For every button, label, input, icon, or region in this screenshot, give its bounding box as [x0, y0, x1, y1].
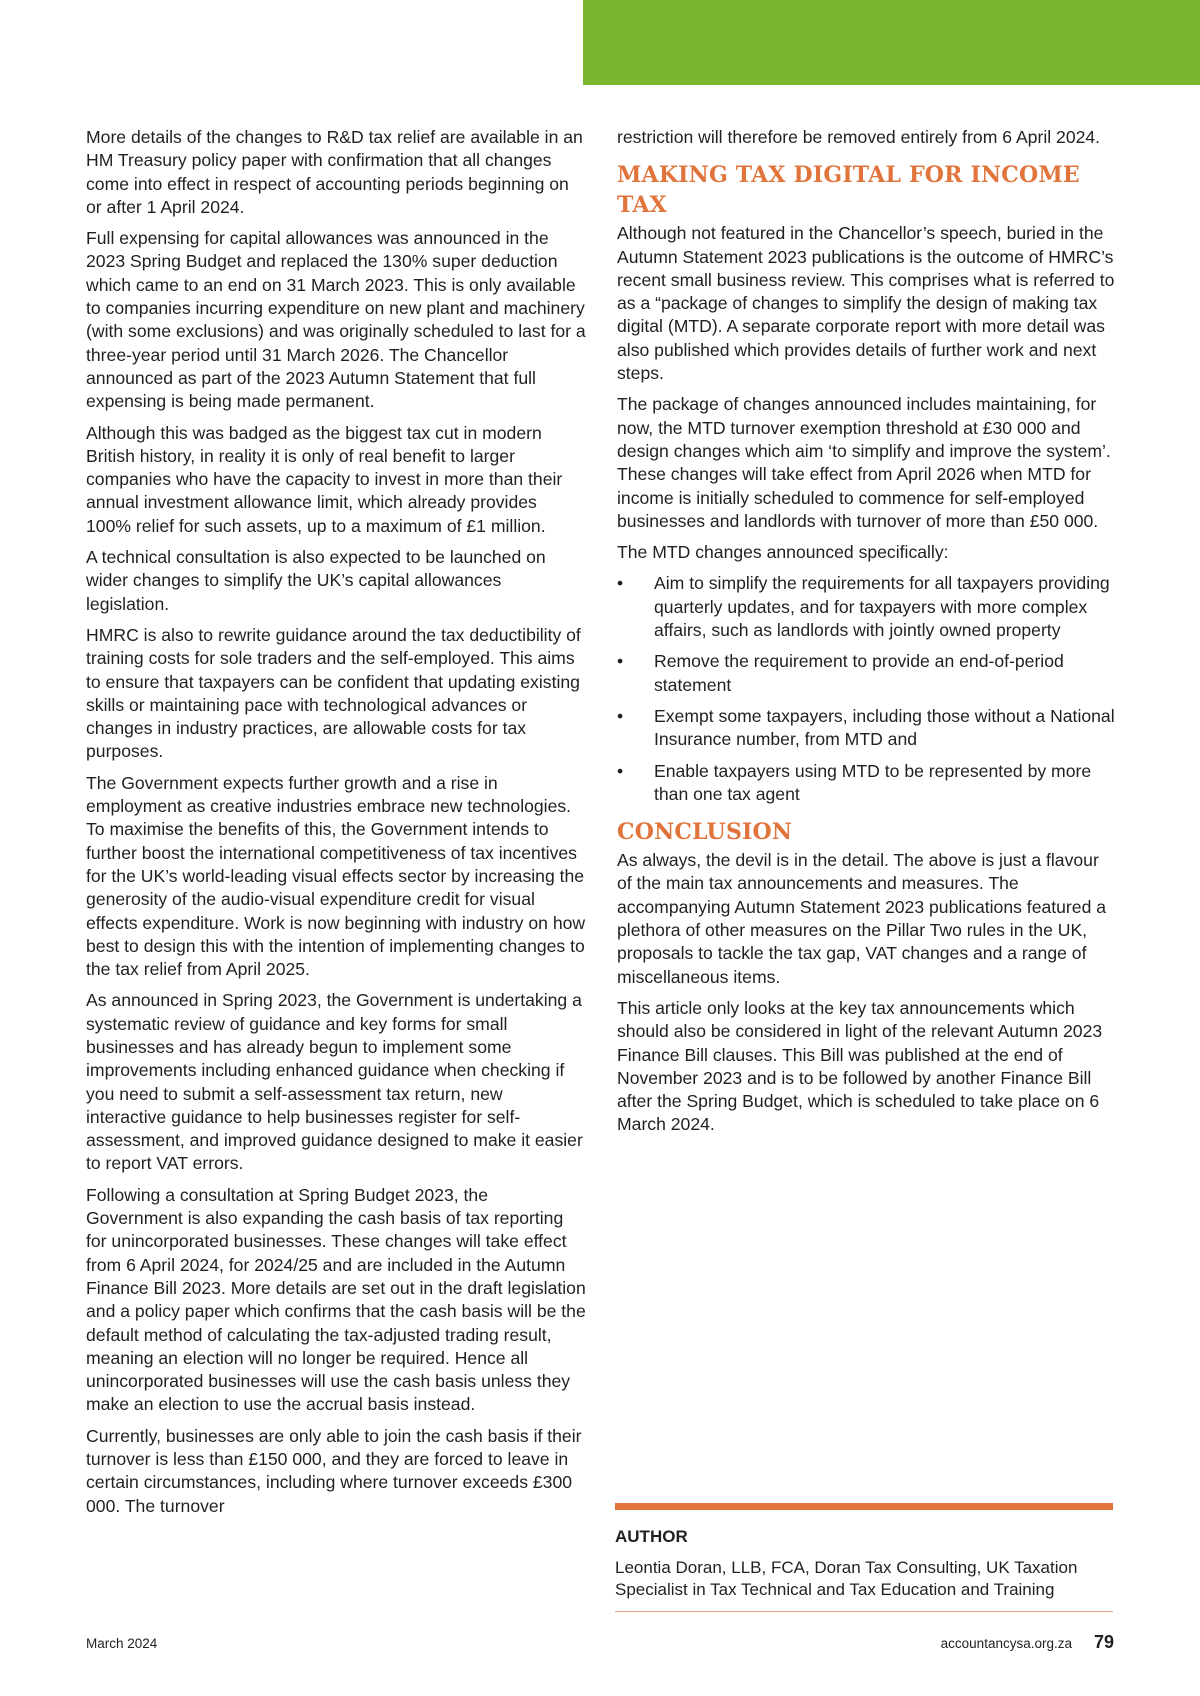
continued-paragraph: restriction will therefore be removed entirely from 6 April 2024. — [617, 127, 1101, 147]
bullet-item: • Exempt some taxpayers, including those without a National Insurance number, from MTD and — [617, 705, 1117, 752]
author-box — [615, 1526, 1115, 1602]
body-paragraph: HMRC is also to rewrite guidance around the tax deductibility of training costs for sole traders and the self-employed. This aims to ensure that taxpayers can be confident that updating existing skills or maintaining pace with technological advances or changes in industry practices, are allowable costs for tax purposes. — [86, 624, 581, 762]
section-heading-conclusion: CONCLUSION — [617, 819, 793, 846]
author-heading: AUTHOR — [615, 1527, 688, 1546]
bullet-item: • Enable taxpayers using MTD to be represented by more than one tax agent — [617, 760, 1117, 807]
body-paragraph: As announced in Spring 2023, the Government is undertaking a systematic review of guidance and key forms for small businesses and has already begun to implement some improvements including enhanced guidance when checking if you need to submit a self-assessment tax return, new interactive guidance to help businesses register for self-assessment, and improved guidance designed to make it easier to report VAT errors. — [86, 990, 583, 1174]
section-heading-mtd: MAKING TAX DIGITAL FOR INCOME TAX — [617, 162, 1080, 219]
footer-page-number: 79 — [1093, 1632, 1114, 1652]
body-paragraph: Although not featured in the Chancellor’s speech, buried in the Autumn Statement 2023 publications is the outcome of HMRC’s recent small business review. This comprises what is referred to as a “package of changes to simplify the design of making tax digital (MTD). A separate corporate report with more detail was also published which provides details of further work and next steps. — [617, 223, 1115, 384]
body-paragraph: This article only looks at the key tax announcements which should also be considered in light of the relevant Autumn 2023 Finance Bill clauses. This Bill was published at the end of November 2023 and is to be followed by another Finance Bill after the Spring Budget, which is scheduled to take place on 6 March 2024. — [617, 997, 1103, 1135]
footer-date: March 2024 — [86, 1636, 158, 1651]
author-bottom-rule — [615, 1611, 1113, 1612]
body-paragraph: A technical consultation is also expected to be launched on wider changes to simplify the UK’s capital allowances legislation. — [86, 547, 546, 614]
author-bio: Leontia Doran, LLB, FCA, Doran Tax Consulting, UK Taxation Specialist in Tax Technical and Tax Education and Training — [615, 1557, 1078, 1599]
body-paragraph: The Government expects further growth and a rise in employment as creative industries embrace new technologies. To maximise the benefits of this, the Government intends to further boost the international competitiveness of tax incentives for the UK’s world-leading visual effects sector by increasing the generosity of the audio-visual expenditure credit for visual effects expenditure. Work is now beginning with industry on how best to design this with the intention of implementing changes to the tax relief from April 2025. — [86, 772, 586, 980]
article-left-column — [86, 126, 586, 1526]
body-paragraph: Currently, businesses are only able to join the cash basis if their turnover is less than £150 000, and they are forced to leave in certain circumstances, including where turnover exceeds £300 000. The turnover — [86, 1425, 582, 1516]
body-paragraph: As always, the devil is in the detail. The above is just a flavour of the main tax announcements and measures. The accompanying Autumn Statement 2023 publications featured a plethora of other measures on the Pillar Two rules in the UK, proposals to tackle the tax gap, VAT changes and a range of miscellaneous items. — [617, 850, 1107, 987]
header-accent-block — [583, 0, 1200, 85]
body-paragraph: The package of changes announced includes maintaining, for now, the MTD turnover exemption threshold at £30 000 and design changes which aim ‘to simplify and improve the system’. These changes will take effect from April 2026 when MTD for income is initially scheduled to commence for self-employed businesses and landlords with turnover of more than £50 000. — [617, 394, 1111, 531]
body-paragraph: Although this was badged as the biggest tax cut in modern British history, in reality it is only of real benefit to larger companies who have the capacity to invest in more than their annual investment allowance limit, which already provides 100% relief for such assets, up to a maximum of £1 million. — [86, 422, 563, 536]
article-right-column — [617, 126, 1117, 1145]
body-paragraph: More details of the changes to R&D tax relief are available in an HM Treasury policy paper with confirmation that all changes come into effect in respect of accounting periods beginning on or after 1 April 2024. — [86, 127, 583, 217]
footer-website-link[interactable]: accountancysa.org.za — [940, 1636, 1072, 1651]
body-paragraph: Full expensing for capital allowances was announced in the 2023 Spring Budget and replaced the 130% super deduction which came to an end on 31 March 2023. This is only available to companies incurring expenditure on new plant and machinery (with some exclusions) and was originally scheduled to last for a three-year period until 31 March 2026. The Chancellor announced as part of the 2023 Autumn Statement that full expensing is being made permanent. — [86, 228, 586, 412]
bullet-item: • Remove the requirement to provide an end-of-period statement — [617, 650, 1117, 697]
author-top-rule — [615, 1503, 1113, 1510]
body-paragraph: The MTD changes announced specifically: — [617, 542, 949, 563]
bullet-item: • Aim to simplify the requirements for all taxpayers providing quarterly updates, and for taxpayers with more complex affairs, such as landlords with jointly owned property — [617, 572, 1117, 642]
mtd-bullet-list — [617, 572, 1117, 806]
body-paragraph: Following a consultation at Spring Budget 2023, the Government is also expanding the cash basis of tax reporting for unincorporated businesses. These changes will take effect from 6 April 2024, for 2024/25 and are included in the Autumn Finance Bill 2023. More details are set out in the draft legislation and a policy paper which confirms that the cash basis will be the default method of calculating the tax-adjusted trading result, meaning an election will no longer be required. Hence all unincorporated businesses will use the cash basis unless they make an election to use the accrual basis instead. — [86, 1184, 586, 1415]
